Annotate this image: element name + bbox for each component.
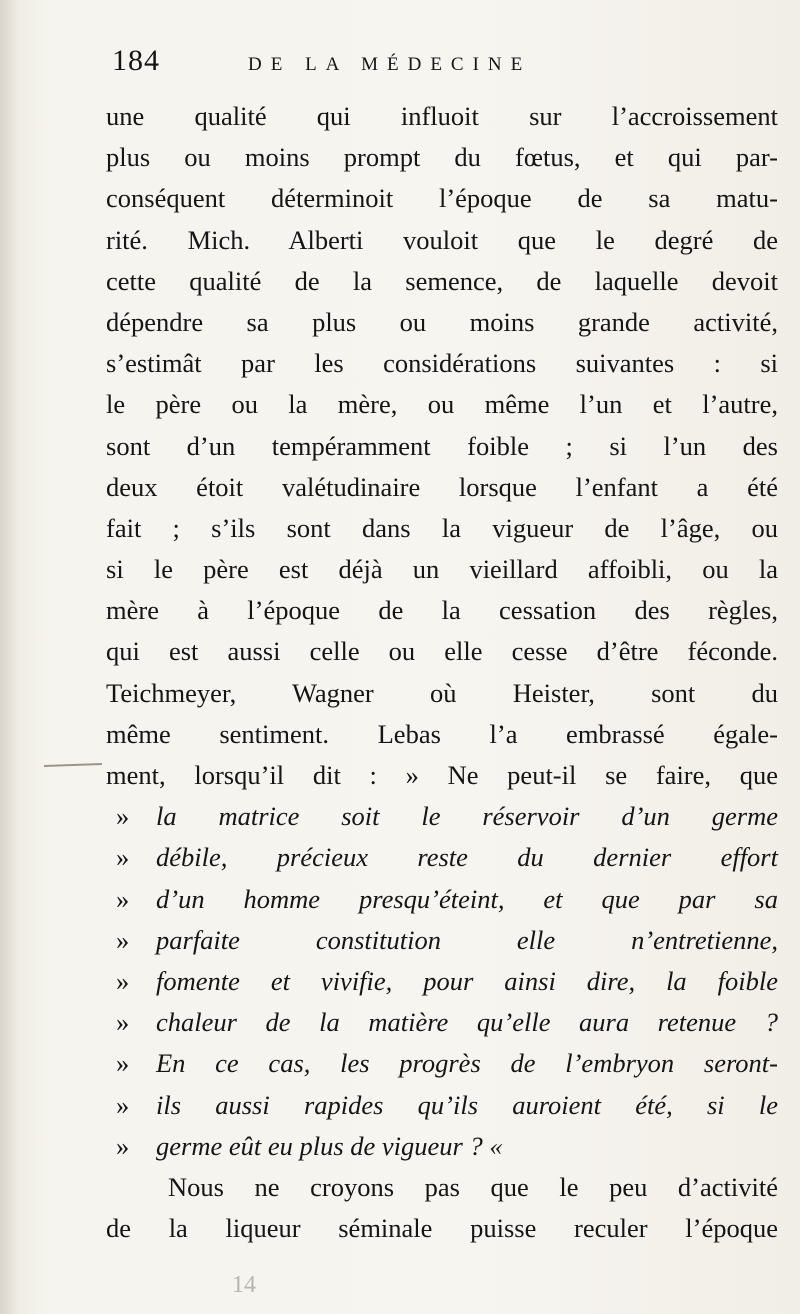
text-line: de la liqueur séminale puisse reculer l’époque xyxy=(106,1213,778,1244)
quote-mark: » xyxy=(116,924,130,955)
quote-text: chaleur de la matière qu’elle aura retenue ? xyxy=(156,1007,778,1038)
text-line: plus ou moins prompt du fœtus, et qui par- xyxy=(106,142,778,173)
text-line: dépendre sa plus ou moins grande activité, xyxy=(106,306,778,337)
quote-text: parfaite constitution elle n’entretienne, xyxy=(156,924,778,955)
text-line: qui est aussi celle ou elle cesse d’être féconde. xyxy=(106,636,778,667)
text-line: même sentiment. Lebas l’a embrassé égale- xyxy=(106,718,778,749)
text-line: s’estimât par les considérations suivantes : si xyxy=(106,348,778,379)
quote-line xyxy=(106,1126,778,1167)
quote-mark: » xyxy=(116,883,130,914)
running-title: DE LA MÉDECINE xyxy=(248,54,532,75)
quote-mark: » xyxy=(116,801,130,832)
text-line: conséquent déterminoit l’époque de sa matu- xyxy=(106,183,778,214)
quote-line xyxy=(106,837,778,878)
margin-pencil-mark xyxy=(44,763,102,767)
quote-line xyxy=(106,1043,778,1084)
quote-mark: » xyxy=(116,1089,130,1120)
text-line: fait ; s’ils sont dans la vigueur de l’âge, ou xyxy=(106,512,778,543)
quote-text: d’un homme presqu’éteint, et que par sa xyxy=(156,883,778,914)
running-head xyxy=(112,44,582,88)
quote-text: fomente et vivifie, pour ainsi dire, la foible xyxy=(156,965,778,996)
quote-text: ils aussi rapides qu’ils auroient été, si le xyxy=(156,1089,778,1120)
text-line: Teichmeyer, Wagner où Heister, sont du xyxy=(106,677,778,708)
page-number: 184 xyxy=(112,44,160,77)
text-line: sont d’un tempéramment foible ; si l’un des xyxy=(106,430,778,461)
quote-line xyxy=(106,796,778,837)
text-line: ment, lorsqu’il dit : » Ne peut-il se faire, que xyxy=(106,760,778,790)
text-line: une qualité qui influoit sur l’accroissement xyxy=(106,101,778,131)
text-line: cette qualité de la semence, de laquelle devoit xyxy=(106,265,778,296)
paragraph-start-line: Nous ne croyons pas que le peu d’activité xyxy=(168,1171,778,1202)
quote-text: En ce cas, les progrès de l’embryon seront- xyxy=(156,1048,778,1079)
quote-line xyxy=(106,1085,778,1126)
text-line: le père ou la mère, ou même l’un et l’autre, xyxy=(106,389,778,420)
quote-line xyxy=(106,920,778,961)
quote-text: débile, précieux reste du dernier effort xyxy=(156,842,778,873)
page-gutter-shadow xyxy=(0,0,18,1314)
quote-text: germe eût eu plus de vigueur ? « xyxy=(156,1130,503,1161)
body-text xyxy=(106,96,778,1249)
text-line: mère à l’époque de la cessation des règles, xyxy=(106,595,778,626)
quote-line xyxy=(106,1002,778,1043)
quote-mark: » xyxy=(116,842,130,873)
quote-mark: » xyxy=(116,1048,130,1079)
quote-mark: » xyxy=(116,1007,130,1038)
quote-mark: » xyxy=(116,1130,130,1161)
quote-mark: » xyxy=(116,965,130,996)
text-line: rité. Mich. Alberti vouloit que le degré de xyxy=(106,224,778,255)
quote-line xyxy=(106,879,778,920)
text-line: si le père est déjà un vieillard affoibli, ou la xyxy=(106,554,778,585)
printer-signature-mark: 14 xyxy=(232,1272,256,1298)
quote-line xyxy=(106,961,778,1002)
quote-text: la matrice soit le réservoir d’un germe xyxy=(156,801,778,832)
text-line: deux étoit valétudinaire lorsque l’enfant a été xyxy=(106,471,778,502)
